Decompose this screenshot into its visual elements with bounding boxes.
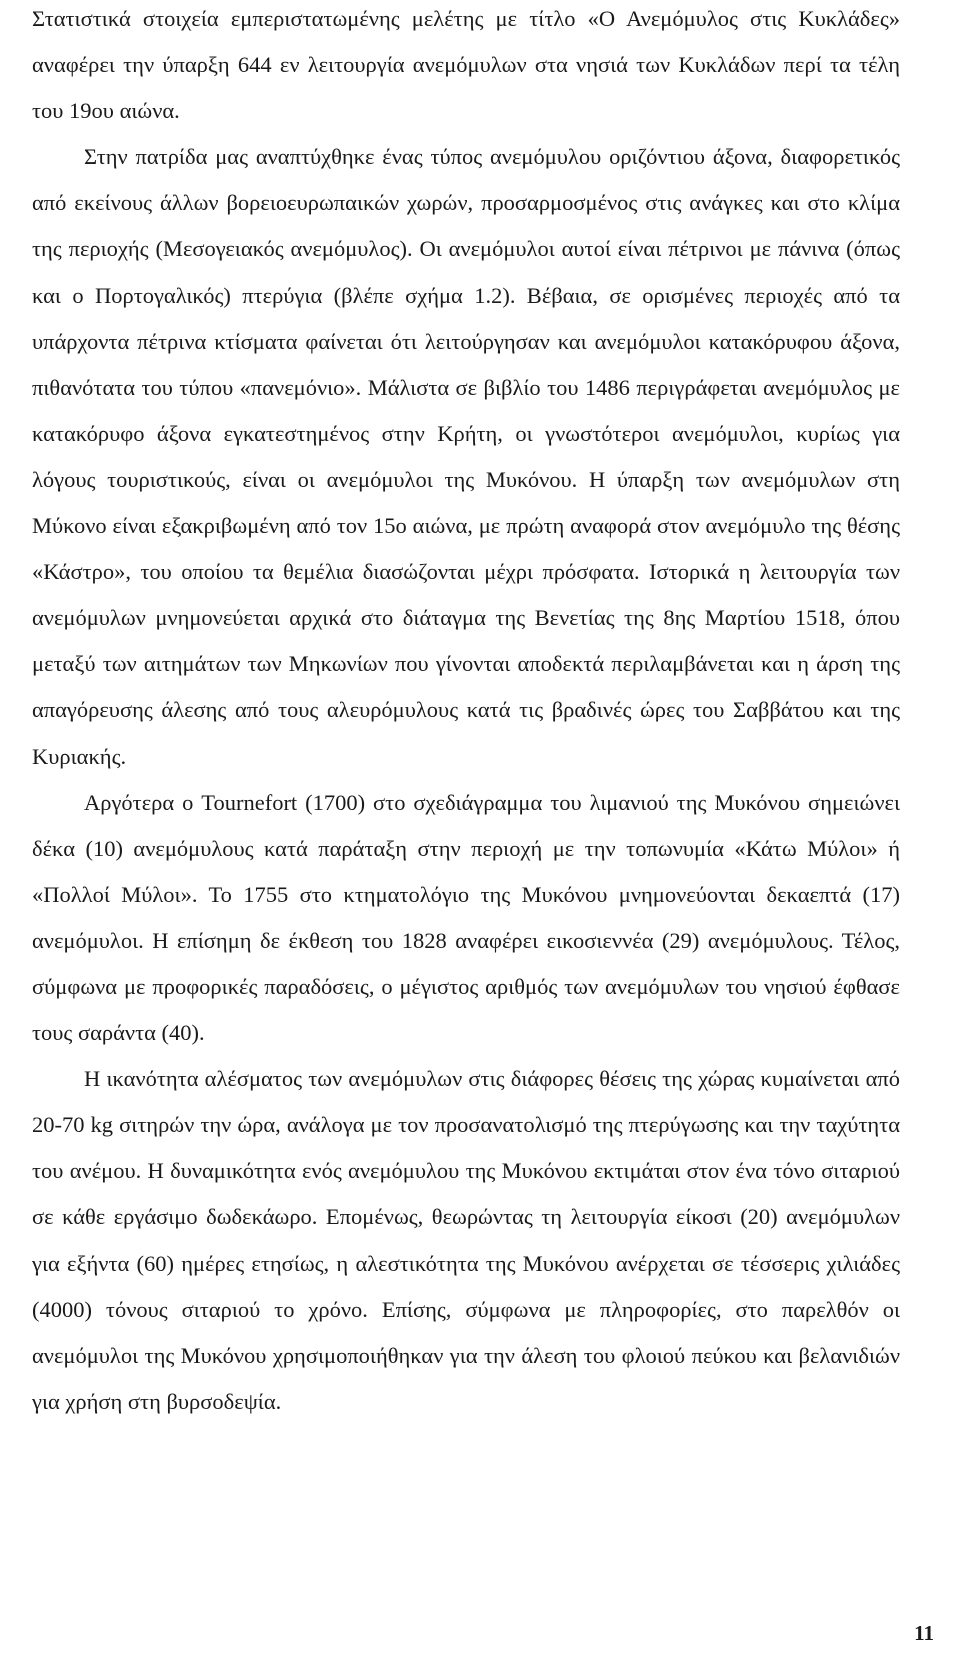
paragraph-milling-capacity: Η ικανότητα αλέσματος των ανεμόμυλων στις διάφορες θέσεις της χώρας κυμαίνεται από 20-70 kg σιτηρών την ώρα, ανάλογα με τον προσανατολισμό της πτερύγωσης και την ταχύτητα του ανέμου. Η δυναμικότητα ενός ανεμόμυλου της Μυκόνου εκτιμάται στον ένα τόνο σιταριού σε κάθε εργάσιμο δωδεκάωρο. Επομένως, θεωρώντας τη λειτουργία είκοσι (20) ανεμόμυλων για εξήντα (60) ημέρες ετησίως, η αλεστικότητα της Μυκόνου ανέρχεται σε τέσσερις χιλιάδες (4000) τόνους σιταριού το χρόνο. Επίσης, σύμφωνα με πληροφορίες, στο παρελθόν οι ανεμόμυλοι της Μυκόνου χρησιμοποιήθηκαν για την άλεση του φλοιού πεύκου και βελανιδιών για χρήση στη βυρσοδεψία. xyxy=(32,1066,900,1414)
page-number: 11 xyxy=(914,1621,934,1645)
body-text xyxy=(32,0,900,1425)
paragraph-tournefort-records: Αργότερα ο Tournefort (1700) στο σχεδιάγραμμα του λιμανιού της Μυκόνου σημειώνει δέκα (10) ανεμόμυλους κατά παράταξη στην περιοχή με την τοπωνυμία «Κάτω Μύλοι» ή «Πολλοί Μύλοι». Το 1755 στο κτηματολόγιο της Μυκόνου μνημονεύονται δεκαεπτά (17) ανεμόμυλοι. Η επίσημη δε έκθεση του 1828 αναφέρει εικοσιεννέα (29) ανεμόμυλους. Τέλος, σύμφωνα με προφορικές παραδόσεις, ο μέγιστος αριθμός των ανεμόμυλων του νησιού έφθασε τους σαράντα (40). xyxy=(32,789,900,1046)
paragraph-windmill-history: Στην πατρίδα μας αναπτύχθηκε ένας τύπος ανεμόμυλου οριζόντιου άξονα, διαφορετικός από εκείνους άλλων βορειοευρωπαικών χωρών, προσαρμοσμένος στις ανάγκες και στο κλίμα της περιοχής (Μεσογειακός ανεμόμυλος). Οι ανεμόμυλοι αυτοί είναι πέτρινοι με πάνινα (όπως και ο Πορτογαλικός) πτερύγια (βλέπε σχήμα 1.2). Βέβαια, σε ορισμένες περιοχές από τα υπάρχοντα πέτρινα κτίσματα φαίνεται ότι λειτούργησαν και ανεμόμυλοι κατακόρυφου άξονα, πιθανότατα του τύπου «πανεμόνιο». Μάλιστα σε βιβλίο του 1486 περιγράφεται ανεμόμυλος με κατακόρυφο άξονα εγκατεστημένος στην Κρήτη, οι γνωστότεροι ανεμόμυλοι, κυρίως για λόγους τουριστικούς, είναι οι ανεμόμυλοι της Μυκόνου. Η ύπαρξη των ανεμόμυλων στη Μύκονο είναι εξακριβωμένη από τον 15ο αιώνα, με πρώτη αναφορά στον ανεμόμυλο της θέσης «Κάστρο», του οποίου τα θεμέλια διασώζονται μέχρι πρόσφατα. Ιστορικά η λειτουργία των ανεμόμυλων μνημονεύεται αρχικά στο διάταγμα της Βενετίας της 8ης Μαρτίου 1518, όπου μεταξύ των αιτημάτων των Μηκωνίων που γίνονται αποδεκτά περιλαμβάνεται και η άρση της απαγόρευσης άλεσης από τους αλευρόμυλους κατά τις βραδινές ώρες του Σαββάτου και της Κυριακής. xyxy=(32,144,900,769)
paragraph-intro-statistics: Στατιστικά στοιχεία εμπεριστατωμένης μελέτης με τίτλο «Ο Ανεμόμυλος στις Κυκλάδες» αναφέρει την ύπαρξη 644 εν λειτουργία ανεμόμυλων στα νησιά των Κυκλάδων περί τα τέλη του 19ου αιώνα. xyxy=(32,6,900,124)
